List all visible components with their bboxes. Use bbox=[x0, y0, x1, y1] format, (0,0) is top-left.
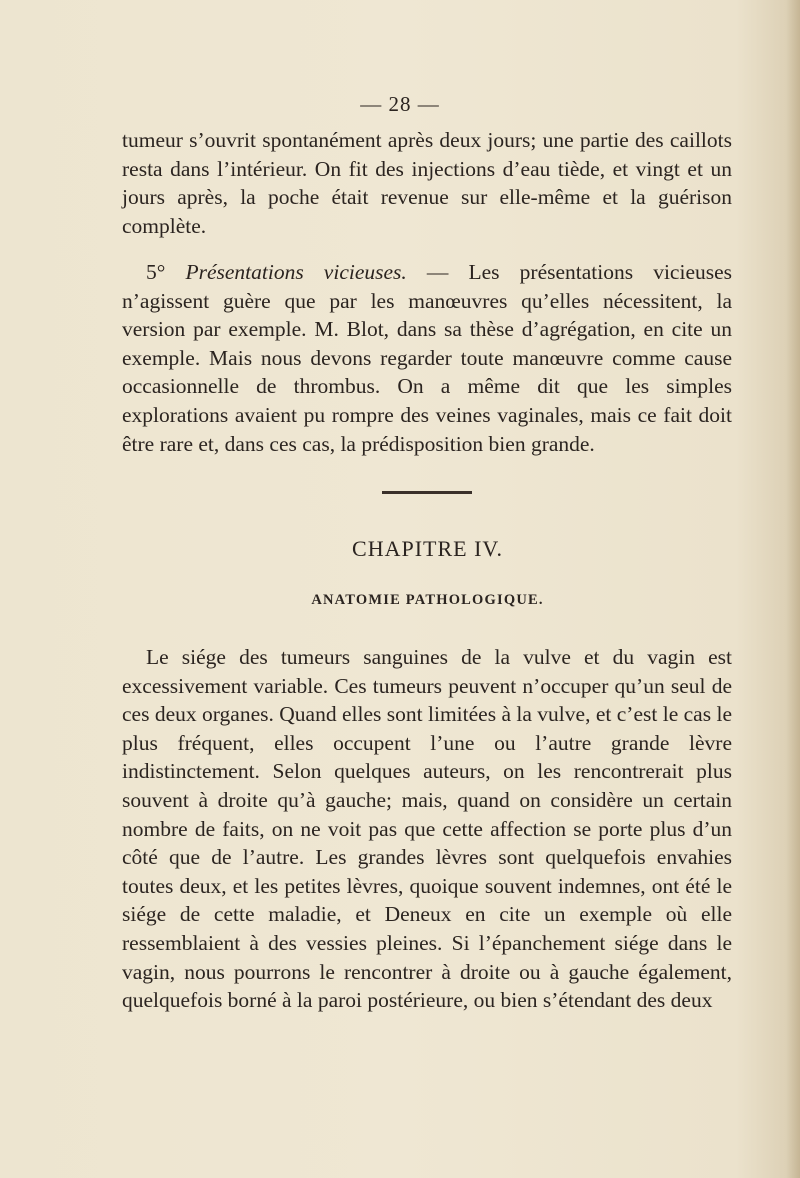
page-number: — 28 — bbox=[360, 92, 440, 116]
section-number: 5° bbox=[146, 260, 166, 284]
paragraph-continuation: tumeur s’ouvrit spontanément après deux jours; une partie des caillots resta dans l’intérieur. On fit des injections d’eau tiède, et vingt et un jours après, la poche était revenue sur elle-même et la guérison complète. bbox=[122, 128, 732, 238]
section-divider bbox=[382, 491, 472, 494]
section-title: Présentations vicieuses. bbox=[185, 260, 407, 284]
chapter-title: CHAPITRE IV. bbox=[352, 536, 503, 561]
page-edge-shadow bbox=[786, 0, 800, 1178]
paragraph-presentations bbox=[122, 258, 732, 458]
chapter-subtitle: ANATOMIE PATHOLOGIQUE. bbox=[311, 592, 544, 608]
paragraph-anatomie: Le siége des tumeurs sanguines de la vulve et du vagin est excessivement variable. Ces tumeurs peuvent n’occuper qu’un seul de ces deux organes. Quand elles sont limitées à la vulve, et c’est le cas le plus fréquent, elles occupent l’une ou l’autre grande lèvre indistinctement. Selon quelques auteurs, on les rencontrerait plus souvent à droite qu’à gauche; mais, quand on considère un certain nombre de faits, on ne voit pas que cette affection se porte plus d’un côté que de l’autre. Les grandes lèvres sont quelquefois envahies toutes deux, et les petites lèvres, quoique souvent indemnes, ont été le siége de cette maladie, et Deneux en cite un exemple où elle ressemblaient à des vessies pleines. Si l’épanchement siége dans le vagin, nous pourrons le rencontrer à droite ou à gauche également, quelquefois borné à la paroi postérieure, ou bien s’étendant des deux bbox=[122, 645, 732, 1013]
section-text: — Les présentations vicieuses n’agissent guère que par les manœuvres qu’elles nécessitent, la version par exemple. M. Blot, dans sa thèse d’agrégation, en cite un exemple. Mais nous devons regarder toute manœuvre comme cause occasionnelle de thrombus. On a même dit que les simples explorations avaient pu rompre des veines vaginales, mais ce fait doit être rare et, dans ces cas, la prédisposition bien grande. bbox=[122, 260, 733, 456]
